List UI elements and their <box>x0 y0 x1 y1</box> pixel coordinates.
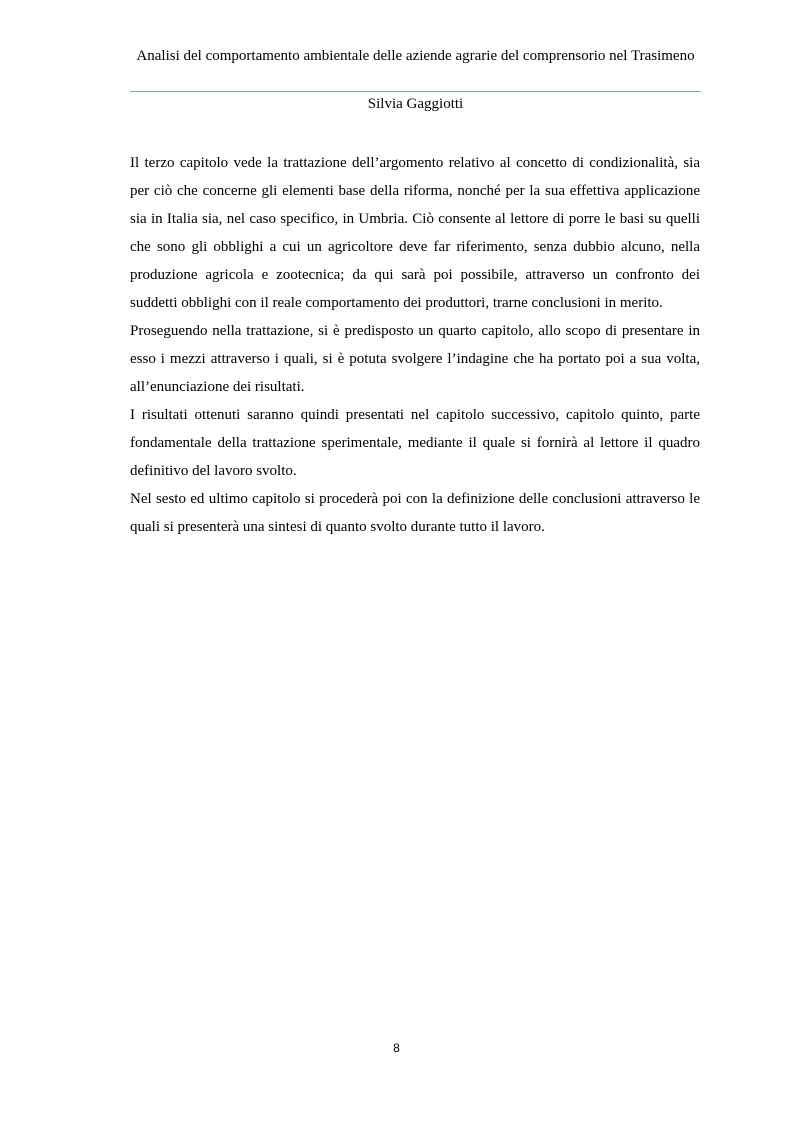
header-divider <box>130 91 701 92</box>
paragraph-chapter-six: Nel sesto ed ultimo capitolo si procederà poi con la definizione delle conclusioni attraverso le quali si presenterà una sintesi di quanto svolto durante tutto il lavoro. <box>130 491 700 535</box>
paragraph-chapter-three: Il terzo capitolo vede la trattazione dell’argomento relativo al concetto di condizionalità, sia per ciò che concerne gli elementi base della riforma, nonché per la sua effettiva applicazione sia in Italia sia, nel caso specifico, in Umbria. Ciò consente al lettore di porre le basi su quelli che sono gli obblighi a cui un agricoltore deve far riferimento, senza dubbio alcuno, nella produzione agricola e zootecnica; da qui sarà poi possibile, attraverso un confronto dei suddetti obblighi con il reale comportamento dei produttori, trarne conclusioni in merito. <box>130 155 700 311</box>
paragraph-chapter-five: I risultati ottenuti saranno quindi presentati nel capitolo successivo, capitolo quinto, parte fondamentale della trattazione sperimentale, mediante il quale si fornirà al lettore il quadro definitivo del lavoro svolto. <box>130 407 700 479</box>
running-header-author: Silvia Gaggiotti <box>367 96 464 112</box>
body-text <box>130 149 700 541</box>
paragraph-chapter-four: Proseguendo nella trattazione, si è predisposto un quarto capitolo, allo scopo di presentare in esso i mezzi attraverso i quali, si è potuta svolgere l’indagine che ha portato poi a sua volta, all’enunciazione dei risultati. <box>130 323 700 395</box>
page-number: 8 <box>393 1041 400 1055</box>
running-header-title: Analisi del comportamento ambientale delle aziende agrarie del comprensorio nel Trasimeno <box>136 48 695 64</box>
